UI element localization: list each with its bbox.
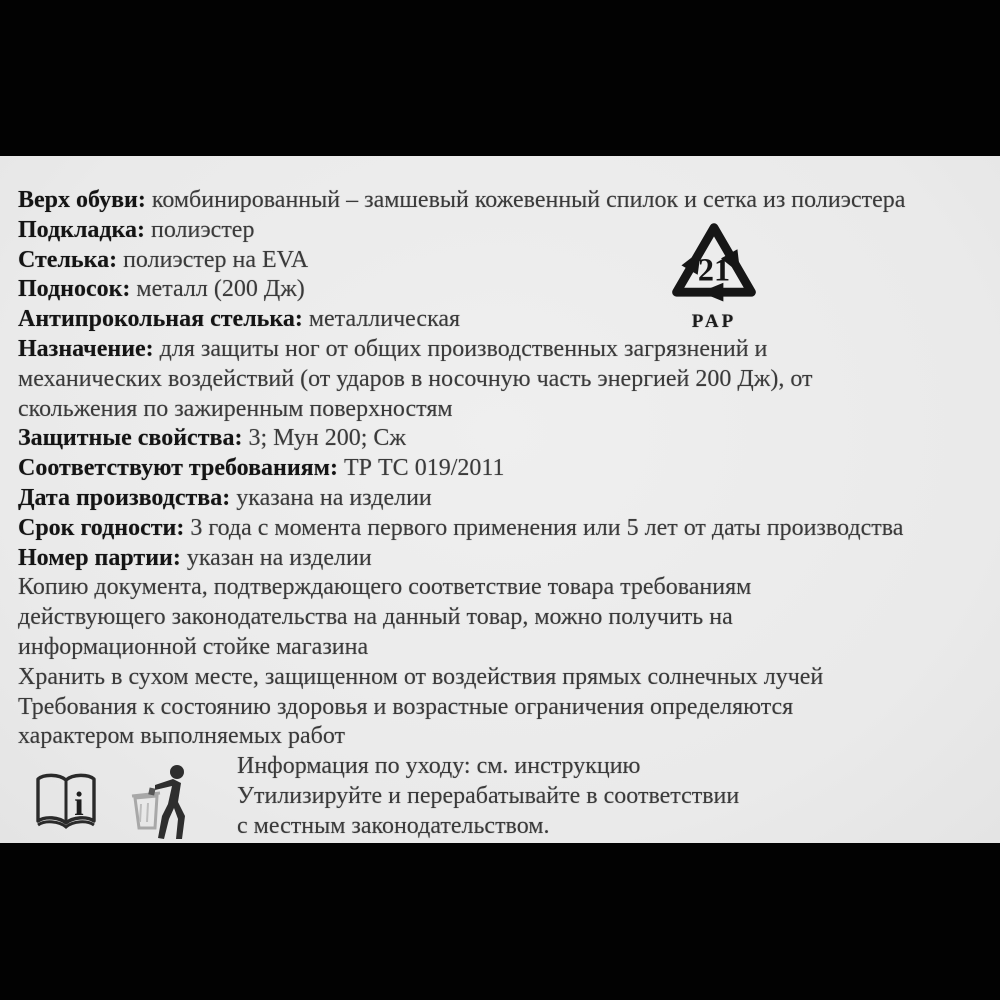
recycling-mobius-triangle-icon xyxy=(662,216,766,308)
field-value: Информация по уходу: см. инструкцию xyxy=(237,753,641,780)
label-line xyxy=(18,186,993,216)
field-value: для защиты ног от общих производственных загрязнений и xyxy=(153,335,768,362)
field-value: Утилизируйте и перерабатывайте в соответствии xyxy=(237,782,740,809)
label-area xyxy=(0,156,1000,843)
field-label: Номер партии: xyxy=(18,544,181,571)
field-value: характером выполняемых работ xyxy=(18,723,346,750)
label-line xyxy=(18,633,993,663)
label-line xyxy=(18,514,993,544)
field-label: Защитные свойства: xyxy=(18,425,243,452)
label-line xyxy=(18,544,993,574)
label-line xyxy=(18,693,993,723)
label-text xyxy=(18,186,993,842)
label-line xyxy=(18,335,993,365)
label-line xyxy=(18,573,993,603)
label-line xyxy=(18,275,993,305)
field-label: Подкладка: xyxy=(18,216,146,243)
field-value: скольжения по зажиренным поверхностям xyxy=(18,395,453,422)
label-line xyxy=(18,246,993,276)
label-line xyxy=(18,424,993,454)
instruction-manual-book-icon xyxy=(34,771,98,838)
field-value: 3; Мун 200; Сж xyxy=(242,425,406,452)
field-value: с местным законодательством. xyxy=(237,812,550,839)
field-label: Срок годности: xyxy=(18,514,185,541)
field-label: Верх обуви: xyxy=(18,187,146,213)
label-line xyxy=(18,365,993,395)
field-value: Копию документа, подтверждающего соответствие товара требованиям xyxy=(18,574,752,601)
field-value: действующего законодательства на данный товар, можно получить на xyxy=(18,604,733,631)
label-line xyxy=(18,484,993,514)
label-line xyxy=(18,722,993,752)
svg-text:i: i xyxy=(74,786,84,823)
label-line xyxy=(18,663,993,693)
label-line xyxy=(18,454,993,484)
tidyman-icon xyxy=(127,762,197,851)
field-value: ТР ТС 019/2011 xyxy=(338,455,505,482)
top-black-bar xyxy=(0,0,1000,156)
field-label: Подносок: xyxy=(18,276,131,303)
label-line xyxy=(18,603,993,633)
label-line xyxy=(18,216,993,246)
recycling-code: 21 xyxy=(697,251,731,288)
field-value: информационной стойке магазина xyxy=(18,633,369,660)
field-label: Стелька: xyxy=(18,246,118,273)
recycling-symbol-block xyxy=(660,216,768,333)
field-value: механических воздействий (от ударов в носочную часть энергией 200 Дж), от xyxy=(18,365,813,392)
field-value: комбинированный – замшевый кожевенный спилок и сетка из полиэстера xyxy=(145,187,906,213)
field-value: Хранить в сухом месте, защищенном от воздействия прямых солнечных лучей xyxy=(18,663,824,690)
field-label: Соответствуют требованиям: xyxy=(18,455,339,482)
label-line xyxy=(18,395,993,425)
field-value: полиэстер на EVA xyxy=(117,246,309,273)
field-label: Назначение: xyxy=(18,335,154,362)
field-label: Дата производства: xyxy=(18,484,231,511)
field-value: 3 года с момента первого применения или 5 лет от даты производства xyxy=(184,514,904,541)
field-value: указан на изделии xyxy=(180,544,372,571)
field-value: полиэстер xyxy=(145,216,255,243)
field-label: Антипрокольная стелька: xyxy=(18,306,303,333)
label-line xyxy=(18,305,993,335)
bottom-black-bar xyxy=(0,843,1000,1000)
field-value: Требования к состоянию здоровья и возрастные ограничения определяются xyxy=(18,693,794,720)
field-value: металлическая xyxy=(302,306,461,333)
field-value: указана на изделии xyxy=(230,484,432,511)
field-value: металл (200 Дж) xyxy=(130,276,305,303)
recycling-material-code: PAP xyxy=(691,311,737,332)
